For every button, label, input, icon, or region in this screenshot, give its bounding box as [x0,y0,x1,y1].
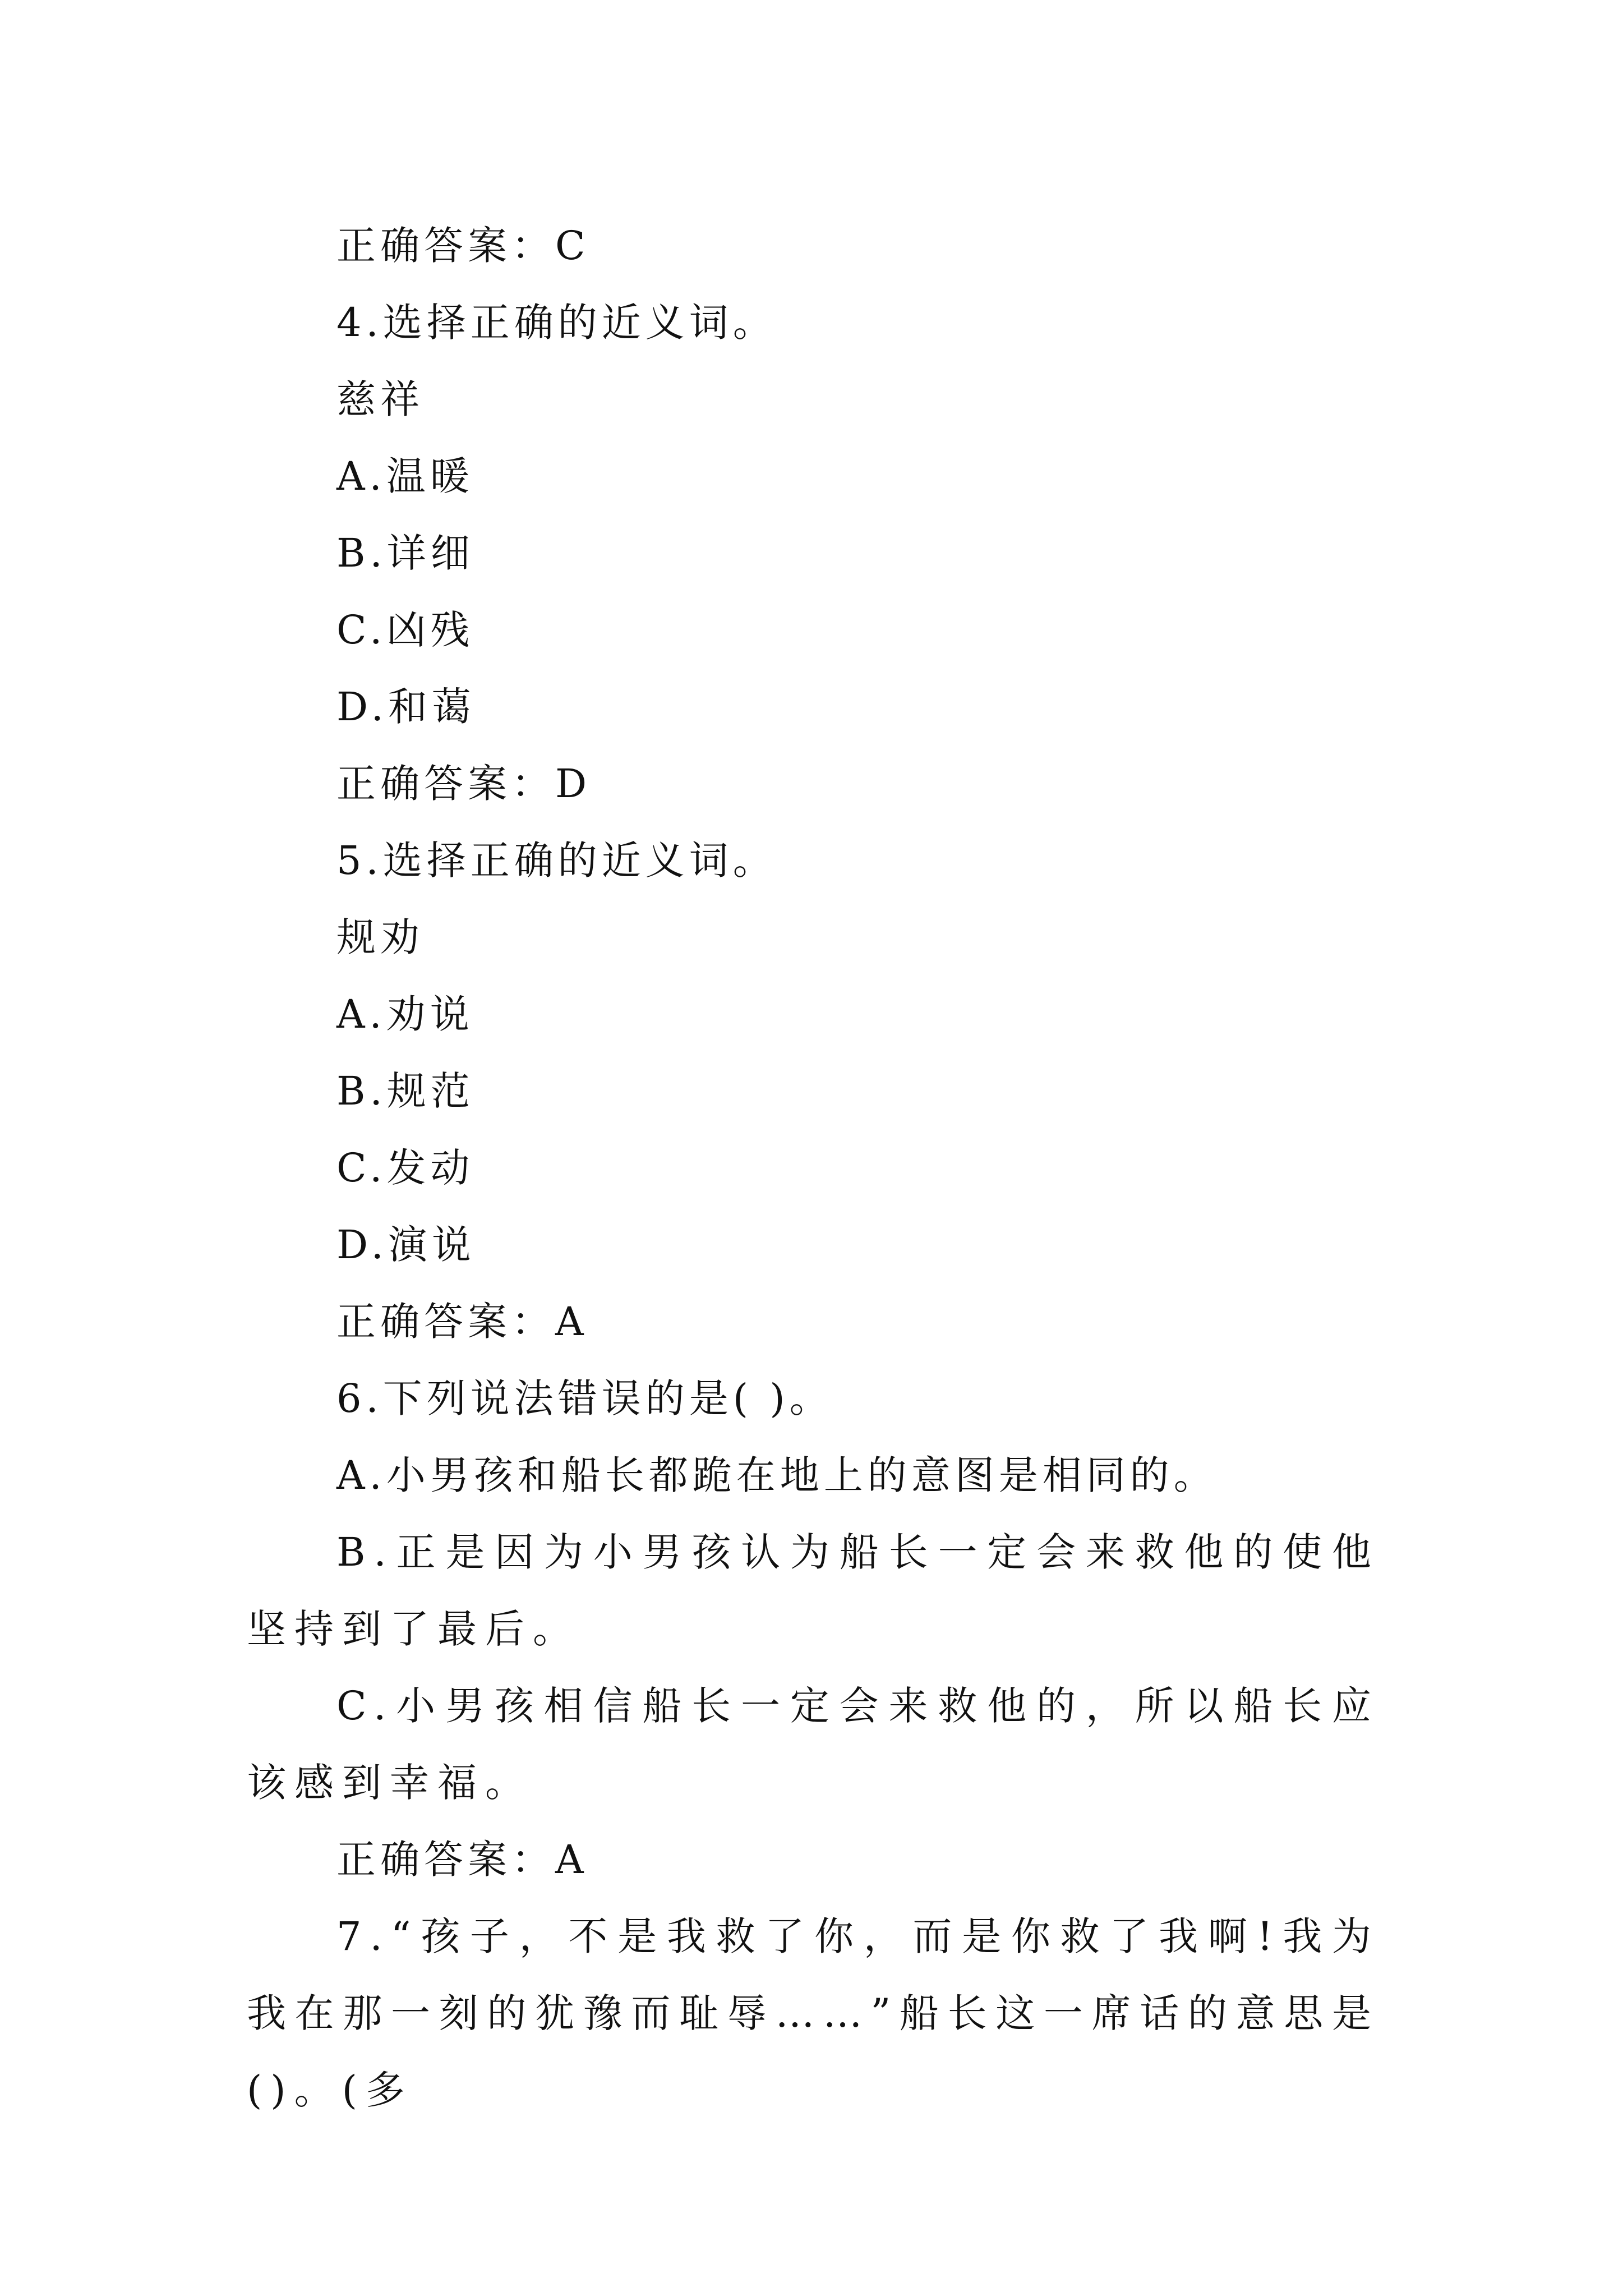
option-line: D.演说 [336,1222,476,1268]
word-line: 慈祥 [336,376,424,422]
document-content [247,208,1380,2129]
option-line: A.劝说 [336,991,474,1037]
question-line: 4.选择正确的近义词。 [336,300,777,346]
option-line: B.规范 [336,1068,474,1114]
question-line: 5.选择正确的近义词。 [336,838,777,884]
option-line: B.详细 [336,530,474,576]
question-line: 6.下列说法错误的是( )。 [336,1375,833,1421]
question-paragraph: 7.“孩子，不是我救了你，而是你救了我啊!我为我在那一刻的犹豫而耻辱……”船长这一席话的意思是()。(多 [247,1913,1380,2113]
option-line: A.温暖 [336,453,474,499]
option-line: A.小男孩和船长都跪在地上的意图是相同的。 [336,1452,1218,1498]
option-line: C.凶残 [336,607,474,653]
answer-line: 正确答案：A [336,1837,588,1883]
option-paragraph: B.正是因为小男孩认为船长一定会来救他的使他坚持到了最后。 [247,1529,1380,1652]
answer-line: 正确答案：D [336,761,592,807]
option-line: C.发动 [336,1145,474,1191]
answer-line: 正确答案：C [336,223,590,269]
option-line: D.和蔼 [336,684,476,730]
option-paragraph: C.小男孩相信船长一定会来救他的，所以船长应该感到幸福。 [247,1683,1380,1806]
word-line: 规劝 [336,914,424,960]
answer-line: 正确答案：A [336,1299,588,1345]
